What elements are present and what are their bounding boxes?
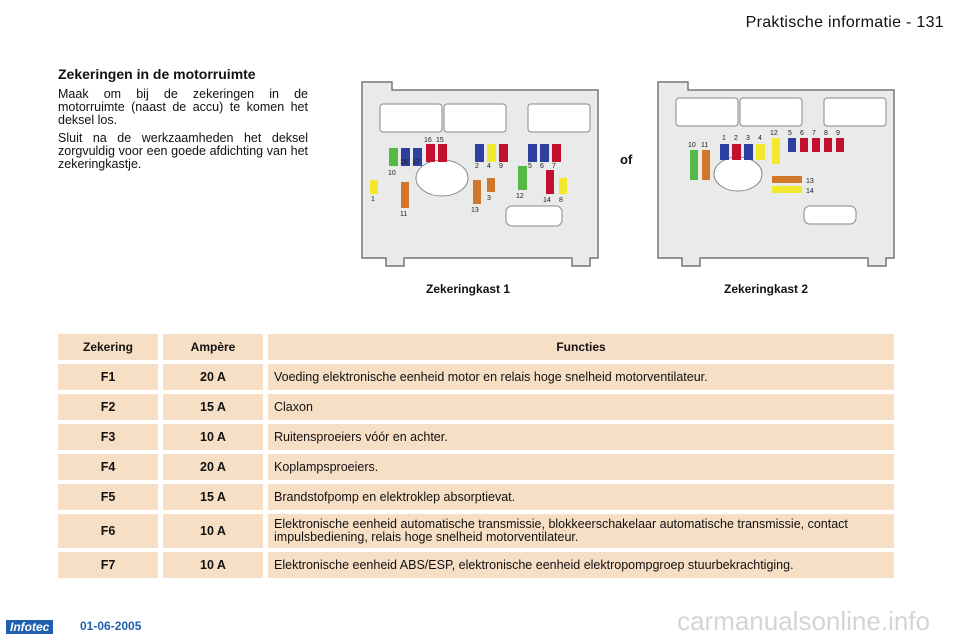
fuse-label: 4 — [758, 135, 762, 142]
fuse-label: 14 — [806, 188, 814, 195]
fuse-label: 14 — [543, 197, 551, 204]
fuse-label: 15 — [436, 137, 444, 144]
fuse-label: 11 — [400, 211, 408, 218]
page-header: Praktische informatie - 131 — [745, 14, 944, 31]
fuse-label: 10 — [688, 142, 696, 149]
fuse-label: 3 — [746, 135, 750, 142]
intro-paragraph: Maak om bij de zekeringen in de motorruimte (naast de accu) te komen het deksel los. — [58, 87, 308, 127]
fuse-label: 3 — [487, 195, 491, 202]
table-row — [58, 484, 894, 510]
fuse-cell: F7 — [58, 552, 158, 578]
infotec-logo: Infotec — [6, 620, 53, 634]
function-cell: Brandstofpomp en elektroklep absorptievat. — [268, 484, 894, 510]
fuse-label: 6 — [540, 163, 544, 170]
fuse-cell: F4 — [58, 454, 158, 480]
fuse-box-1-diagram — [358, 78, 608, 268]
fuse-label: 5 — [528, 163, 532, 170]
or-label: of — [620, 152, 633, 167]
watermark: carmanualsonline.info — [677, 606, 930, 636]
fuse-label: 4 — [487, 163, 491, 170]
table-row — [58, 514, 894, 548]
function-cell: Elektronische eenheid automatische transmissie, blokkeerschakelaar automatische transmissie, contact impulsbediening, relais hoge snelheid motorventilateur. — [268, 514, 894, 548]
function-cell: Koplampsproeiers. — [268, 454, 894, 480]
fuse-label: 12 — [516, 193, 524, 200]
header-functions: Functies — [268, 334, 894, 360]
fuse-label: 8 — [824, 130, 828, 137]
fuse-cell: F1 — [58, 364, 158, 390]
fuse-label: 16 — [400, 159, 408, 166]
fuse-label: 7 — [812, 130, 816, 137]
fuse-box-1-caption: Zekeringkast 1 — [426, 282, 511, 296]
ampere-cell: 10 A — [163, 424, 263, 450]
function-cell: Claxon — [268, 394, 894, 420]
header-ampere: Ampère — [163, 334, 263, 360]
fuse-label: 2 — [734, 135, 738, 142]
fuse-label: 9 — [499, 163, 503, 170]
function-cell: Elektronische eenheid ABS/ESP, elektronische eenheid elektropompgroep stuurbekrachtiging. — [268, 552, 894, 578]
fuse-label: 8 — [559, 197, 563, 204]
function-cell: Ruitensproeiers vóór en achter. — [268, 424, 894, 450]
function-cell: Voeding elektronische eenheid motor en relais hoge snelheid motorventilateur. — [268, 364, 894, 390]
table-row — [58, 424, 894, 450]
intro-text — [58, 88, 308, 176]
fuse-cell: F3 — [58, 424, 158, 450]
fuse-label: 5 — [788, 130, 792, 137]
ampere-cell: 20 A — [163, 454, 263, 480]
ampere-cell: 15 A — [163, 394, 263, 420]
table-row — [58, 364, 894, 390]
fuse-table — [53, 330, 899, 582]
fuse-box-2-diagram — [654, 78, 904, 268]
intro-paragraph: Sluit na de werkzaamheden het deksel zorgvuldig voor een goede afdichting van het zekeringkastje. — [58, 131, 308, 171]
fuse-label: 7 — [552, 163, 556, 170]
fuse-label: 10 — [388, 170, 396, 177]
fuse-label: 1 — [371, 196, 375, 203]
header-fuse: Zekering — [58, 334, 158, 360]
fuse-cell: F6 — [58, 514, 158, 548]
ampere-cell: 15 A — [163, 484, 263, 510]
table-header-row — [58, 334, 894, 360]
fuse-label: 1 — [722, 135, 726, 142]
fuse-cell: F2 — [58, 394, 158, 420]
fuse-label: 11 — [701, 142, 709, 149]
fuse-label: 16 — [424, 137, 432, 144]
fuse-label: 13 — [471, 207, 479, 214]
fuse-label: 13 — [806, 178, 814, 185]
fuse-label: 2 — [475, 163, 479, 170]
table-row — [58, 454, 894, 480]
fuse-label: 17 — [412, 159, 420, 166]
fuse-label: 6 — [800, 130, 804, 137]
fuse-label: 9 — [836, 130, 840, 137]
fuse-label: 12 — [770, 130, 778, 137]
footer-date: 01-06-2005 — [80, 619, 142, 633]
fuse-box-2-caption: Zekeringkast 2 — [724, 282, 809, 296]
ampere-cell: 10 A — [163, 552, 263, 578]
fuse-cell: F5 — [58, 484, 158, 510]
table-row — [58, 394, 894, 420]
ampere-cell: 10 A — [163, 514, 263, 548]
table-row — [58, 552, 894, 578]
section-title: Zekeringen in de motorruimte — [58, 66, 256, 82]
ampere-cell: 20 A — [163, 364, 263, 390]
